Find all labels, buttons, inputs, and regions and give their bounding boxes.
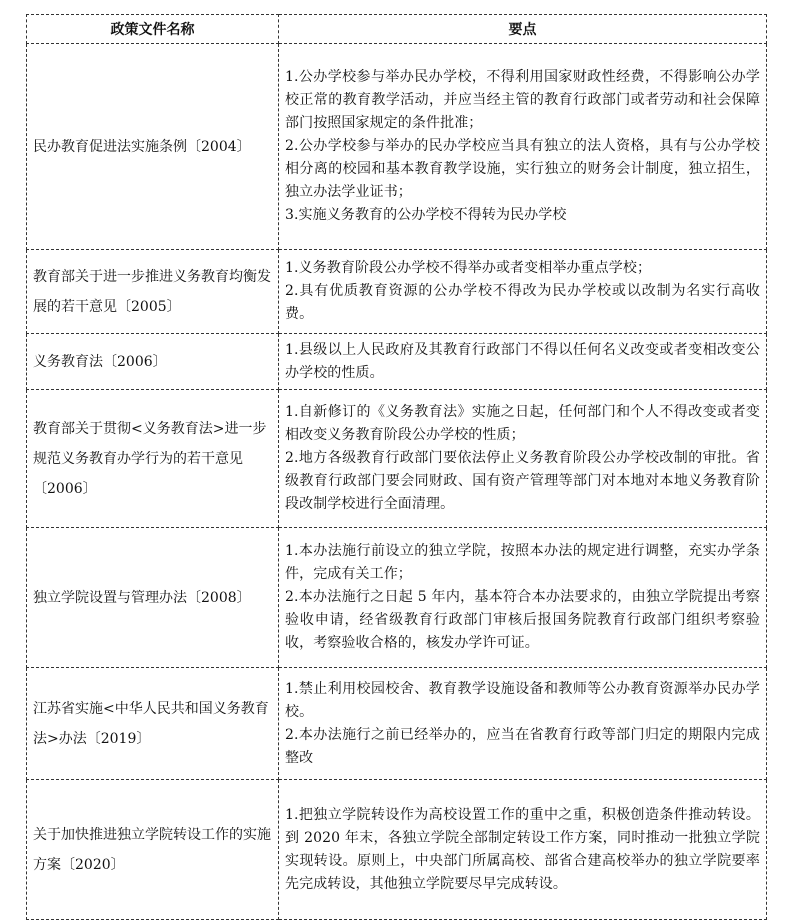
policy-name-cell xyxy=(27,668,279,780)
key-points-cell xyxy=(279,780,767,920)
table-row xyxy=(27,780,767,920)
key-point: 2.公办学校参与举办的民办学校应当具有独立的法人资格，具有与公办学校相分离的校园和基本教育教学设施，实行独立的财务会计制度，独立招生，独立办法学业证书； xyxy=(285,138,760,200)
key-point: 3.实施义务教育的公办学校不得转为民办学校 xyxy=(285,207,567,223)
policy-name: 民办教育促进法实施条例〔2004〕 xyxy=(33,138,251,155)
policy-name-cell xyxy=(27,780,279,920)
key-point: 2.具有优质教育资源的公办学校不得改为民办学校或以改制为名实行高收费。 xyxy=(285,283,760,322)
key-point: 1.本办法施行前设立的独立学院，按照本办法的规定进行调整，充实办学条件，完成有关工作； xyxy=(285,543,760,582)
table-row xyxy=(27,250,767,334)
key-points-cell xyxy=(279,390,767,528)
key-point: 1.自新修订的《义务教育法》实施之日起，任何部门和个人不得改变或者变相改变义务教育阶段公办学校的性质； xyxy=(285,404,760,443)
key-points-cell xyxy=(279,250,767,334)
table-row xyxy=(27,528,767,668)
key-points-cell xyxy=(279,334,767,390)
policy-name-cell xyxy=(27,390,279,528)
policy-name: 义务教育法〔2006〕 xyxy=(33,353,167,370)
header-row xyxy=(27,15,767,44)
policy-name: 教育部关于贯彻<义务教育法>进一步规范义务教育办学行为的若干意见〔2006〕 xyxy=(33,420,267,497)
policy-name-cell xyxy=(27,44,279,250)
key-point: 1.义务教育阶段公办学校不得举办或者变相举办重点学校； xyxy=(285,260,652,276)
table-row xyxy=(27,668,767,780)
header-policy-name: 政策文件名称 xyxy=(27,15,279,44)
header-key-points: 要点 xyxy=(279,15,767,44)
policy-name: 江苏省实施<中华人民共和国义务教育法>办法〔2019〕 xyxy=(33,700,269,747)
policy-name: 独立学院设置与管理办法〔2008〕 xyxy=(33,589,251,606)
key-points-cell xyxy=(279,528,767,668)
key-point: 1.公办学校参与举办民办学校，不得利用国家财政性经费，不得影响公办学校正常的教育教学活动，并应当经主管的教育行政部门或者劳动和社会保障部门按照国家规定的条件批准； xyxy=(285,69,760,131)
key-points-cell xyxy=(279,668,767,780)
policy-name: 教育部关于进一步推进义务教育均衡发展的若干意见〔2005〕 xyxy=(33,268,271,315)
key-point: 2.本办法施行之日起 5 年内，基本符合本办法要求的，由独立学院提出考察验收申请，经省级教育行政部门审核后报国务院教育行政部门组织考察验收，考察验收合格的，核发办学许可证。 xyxy=(285,589,760,651)
key-point: 2.地方各级教育行政部门要依法停止义务教育阶段公办学校改制的审批。省级教育行政部门要会同财政、国有资产管理等部门对本地对本地义务教育阶段改制学校进行全面清理。 xyxy=(285,450,760,512)
table-row xyxy=(27,390,767,528)
key-point: 1.禁止利用校园校舍、教育教学设施设备和教师等公办教育资源举办民办学校。 xyxy=(285,680,760,720)
policy-table xyxy=(26,14,767,920)
policy-name-cell xyxy=(27,334,279,390)
table-row xyxy=(27,44,767,250)
key-point: 1.县级以上人民政府及其教育行政部门不得以任何名义改变或者变相改变公办学校的性质。 xyxy=(285,341,760,381)
policy-name: 关于加快推进独立学院转设工作的实施方案〔2020〕 xyxy=(33,826,271,873)
key-points-cell xyxy=(279,44,767,250)
key-point: 1.把独立学院转设作为高校设置工作的重中之重，积极创造条件推动转设。到 2020 年末，各独立学院全部制定转设工作方案，同时推动一批独立学院实现转设。原则上，中央部门所属高校、部省合建高校举办的独立学院要率先完成转设，其他独立学院要尽早完成转设。 xyxy=(285,806,760,892)
key-point: 2.本办法施行之前已经举办的，应当在省教育行政等部门归定的期限内完成整改 xyxy=(285,726,760,766)
policy-name-cell xyxy=(27,528,279,668)
table-row xyxy=(27,334,767,390)
policy-name-cell xyxy=(27,250,279,334)
